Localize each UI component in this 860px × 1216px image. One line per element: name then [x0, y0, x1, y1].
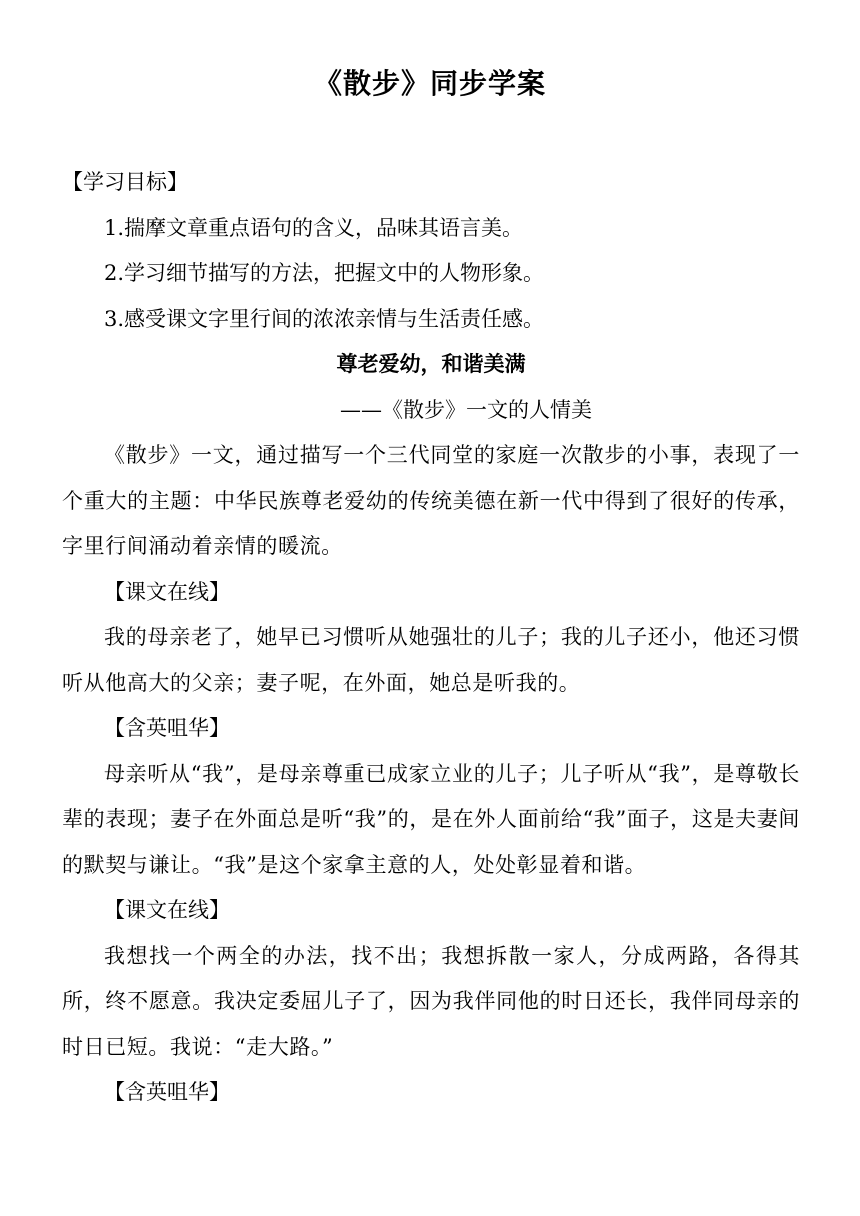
- document-body: [62, 160, 800, 1116]
- block-label: 【含英咀华】: [104, 1080, 230, 1104]
- section-title: 尊老爱幼，和谐美满: [336, 352, 526, 376]
- document-title: 《散步》同步学案: [313, 67, 546, 100]
- block-label: 【含英咀华】: [104, 716, 230, 740]
- block-label: 【课文在线】: [104, 579, 230, 604]
- objectives-heading: 【学习目标】: [62, 170, 188, 194]
- block-paragraph: 我的母亲老了，她早已习惯听从她强壮的儿子；我的儿子还小，他还习惯听从他高大的父亲；妻子呢，在外面，她总是听我的。: [62, 625, 800, 695]
- objective-item: 2.学习细节描写的方法，把握文中的人物形象。: [104, 261, 545, 285]
- intro-paragraph: 《散步》一文，通过描写一个三代同堂的家庭一次散步的小事，表现了一个重大的主题：中华民族尊老爱幼的传统美德在新一代中得到了很好的传承，字里行间涌动着亲情的暖流。: [62, 443, 800, 558]
- block-label: 【课文在线】: [104, 898, 230, 922]
- block-paragraph: 我想找一个两全的办法，找不出；我想拆散一家人，分成两路，各得其所，终不愿意。我决定委屈儿子了，因为我伴同他的时日还长，我伴同母亲的时日已短。我说：“走大路。”: [62, 943, 800, 1059]
- objective-item: 3.感受课文字里行间的浓浓亲情与生活责任感。: [104, 306, 545, 331]
- block-paragraph: 母亲听从“我”，是母亲尊重已成家立业的儿子；儿子听从“我”，是尊敬长辈的表现；妻子在外面总是听“我”的，是在外人面前给“我”面子，这是夫妻间的默契与谦让。“我”是这个家拿主意的人，处处彰显着和谐。: [62, 761, 800, 877]
- section-subtitle: ——《散步》一文的人情美: [340, 397, 592, 422]
- objective-item: 1.揣摩文章重点语句的含义，品味其语言美。: [104, 215, 524, 240]
